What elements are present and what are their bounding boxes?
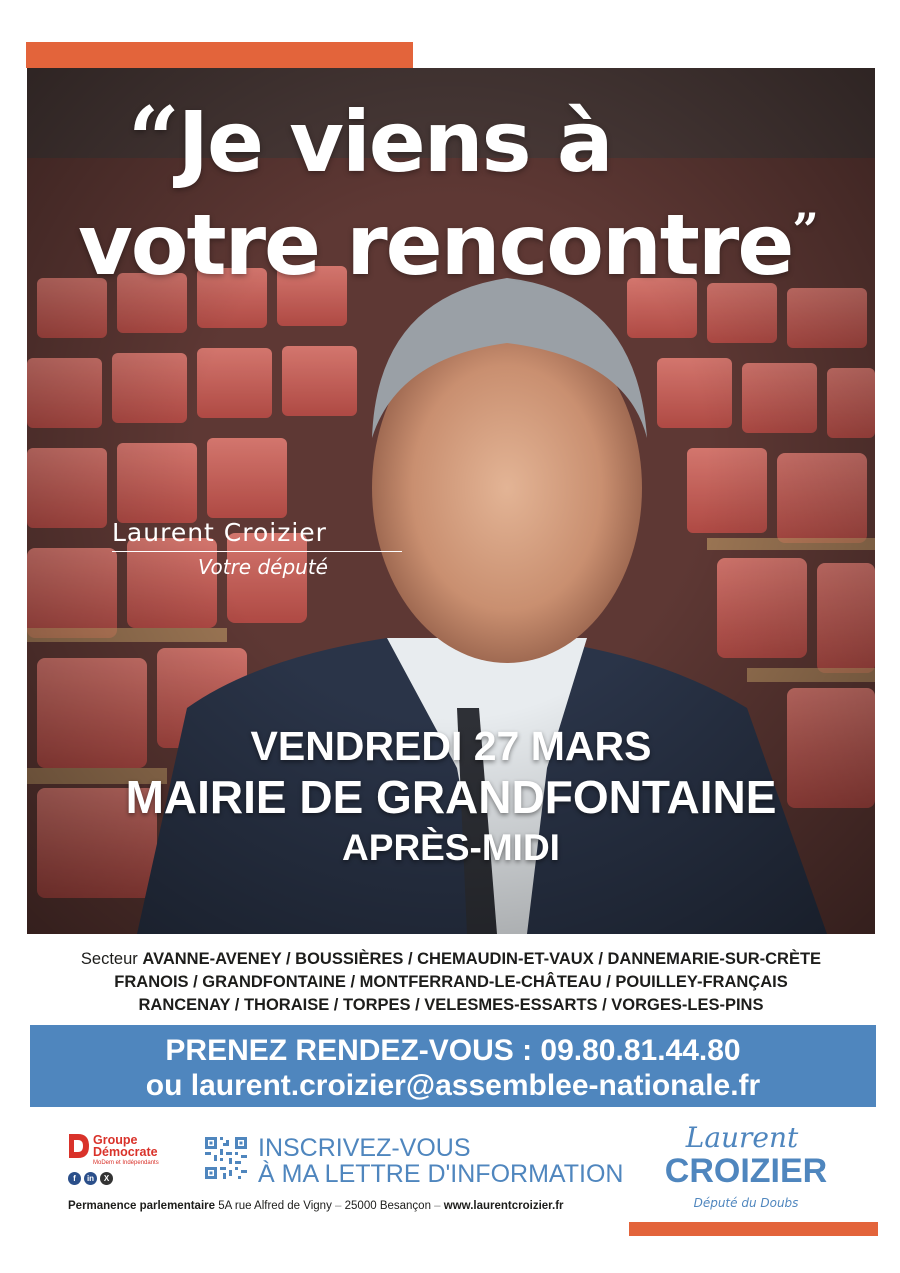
event-info <box>27 722 875 872</box>
footer-street: 5A rue Alfred de Vigny <box>218 1200 332 1212</box>
headline-text-1: Je viens à <box>177 93 612 191</box>
newsletter-line-2: À MA LETTRE D'INFORMATION <box>258 1160 624 1188</box>
groupe-subtitle: MoDem et Indépendants <box>93 1160 159 1166</box>
newsletter-line-1: INSCRIVEZ-VOUS <box>258 1134 471 1162</box>
headline-line-2 <box>78 186 858 294</box>
x-icon[interactable]: X <box>100 1172 113 1185</box>
groupe-title-line-1: Groupe <box>93 1133 138 1147</box>
event-date: VENDREDI 27 MARS <box>250 723 652 769</box>
newsletter-signup[interactable] <box>258 1135 623 1187</box>
bottom-accent-bar <box>629 1222 878 1236</box>
appointment-banner <box>30 1025 876 1107</box>
headline-line-1 <box>78 87 858 193</box>
groupe-title-line-2: Démocrate <box>93 1145 158 1159</box>
footer-website-link[interactable]: www.laurentcroizier.fr <box>443 1200 564 1212</box>
sectors-text-3: RANCENAY / THORAISE / TORPES / VELESMES-ESSARTS / VORGES-LES-PINS <box>138 996 764 1014</box>
sectors-label: Secteur <box>80 950 138 968</box>
deputy-role: Votre député <box>198 555 328 579</box>
footer-separator-2: – <box>434 1200 441 1212</box>
sectors-line-3 <box>30 994 872 1017</box>
appointment-email[interactable]: ou laurent.croizier@assemblee-nationale.fr <box>145 1069 761 1102</box>
event-place: MAIRIE DE GRANDFONTAINE <box>125 771 777 823</box>
brand-logo <box>632 1122 842 1210</box>
top-accent-bar <box>26 42 413 68</box>
footer-city: 25000 Besançon <box>344 1200 431 1212</box>
groupe-title <box>93 1134 158 1158</box>
groupe-democrate-logo <box>68 1133 159 1159</box>
deputy-name: Laurent Croizier <box>112 518 327 547</box>
name-divider <box>112 551 402 552</box>
groupe-democrate-mark-icon <box>68 1133 90 1159</box>
linkedin-icon[interactable]: in <box>84 1172 97 1185</box>
footer-separator-1: – <box>335 1200 342 1212</box>
sectors-text-1: AVANNE-AVENEY / BOUSSIÈRES / CHEMAUDIN-ET-VAUX / DANNEMARIE-SUR-CRÈTE <box>142 950 822 968</box>
qr-code-icon[interactable] <box>205 1137 247 1179</box>
group-logo-block <box>68 1133 159 1185</box>
appointment-phone[interactable]: PRENEZ RENDEZ-VOUS : 09.80.81.44.80 <box>165 1034 741 1067</box>
brand-signature: Laurent <box>685 1121 799 1154</box>
brand-subtitle: Député du Doubs <box>693 1196 799 1210</box>
sectors-text-2: FRANOIS / GRANDFONTAINE / MONTFERRAND-LE-CHÂTEAU / POUILLEY-FRANÇAIS <box>114 973 788 991</box>
close-quote: ” <box>792 203 817 257</box>
brand-name: CROIZIER <box>664 1152 828 1190</box>
footer-address <box>68 1200 564 1212</box>
sectors-list <box>30 948 872 1017</box>
deputy-name-block <box>112 518 402 579</box>
sectors-line-2 <box>30 971 872 994</box>
footer-label: Permanence parlementaire <box>68 1200 216 1212</box>
social-icons <box>68 1172 159 1185</box>
open-quote: “ <box>128 87 178 193</box>
hero-photo <box>27 68 875 934</box>
headline <box>78 87 858 294</box>
facebook-icon[interactable]: f <box>68 1172 81 1185</box>
event-time: APRÈS-MIDI <box>342 827 560 868</box>
sectors-line-1 <box>30 948 872 971</box>
headline-text-2: votre rencontre <box>78 196 793 294</box>
